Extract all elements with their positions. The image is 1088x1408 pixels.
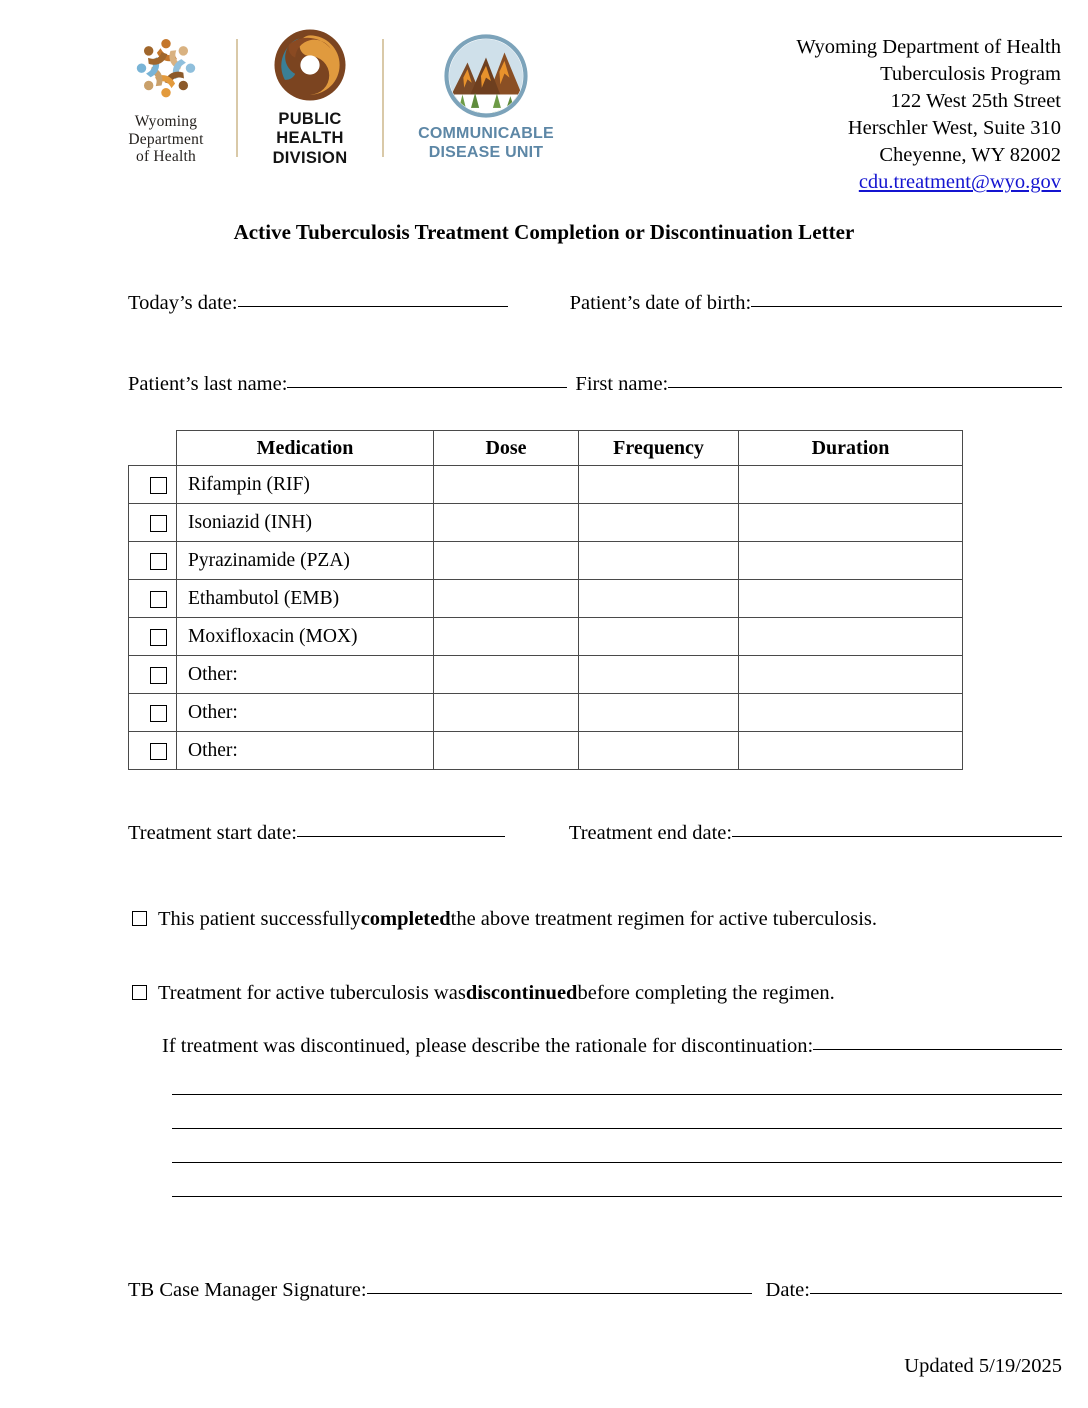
todays-date-label: Today’s date: <box>128 292 238 315</box>
row-checkbox-cell[interactable] <box>129 580 177 618</box>
medication-checkbox[interactable] <box>150 629 167 646</box>
header-corner-blank <box>129 431 177 466</box>
duration-input[interactable] <box>739 542 963 580</box>
row-checkbox-cell[interactable] <box>129 732 177 770</box>
email-link[interactable]: cdu.treatment@wyo.gov <box>858 171 1061 194</box>
duration-input[interactable] <box>739 504 963 542</box>
medication-name: Ethambutol (EMB) <box>177 580 434 618</box>
signature-label: TB Case Manager Signature: <box>128 1279 367 1302</box>
row-checkbox-cell[interactable] <box>129 618 177 656</box>
medication-name-other[interactable]: Other: <box>177 656 434 694</box>
address-organization: Wyoming Department of Health <box>796 36 1061 58</box>
medication-checkbox[interactable] <box>150 515 167 532</box>
address-program: Tuberculosis Program <box>880 63 1061 86</box>
frequency-input[interactable] <box>579 656 739 694</box>
row-names <box>128 373 1062 396</box>
statements-section <box>0 908 1088 1197</box>
rationale-prompt-row <box>162 1035 1062 1058</box>
row-dates <box>128 292 1062 315</box>
wyoming-department-of-health-wordmark <box>128 113 203 165</box>
logo-bar <box>118 22 566 168</box>
medication-table <box>128 430 963 770</box>
communicable-disease-unit-wordmark <box>418 124 554 162</box>
last-name-label: Patient’s last name: <box>128 373 288 396</box>
completed-checkbox[interactable] <box>132 911 147 926</box>
frequency-input[interactable] <box>579 542 739 580</box>
mountain-circle-icon <box>444 34 528 118</box>
address-street: 122 West 25th Street <box>890 90 1061 113</box>
table-header-row <box>129 431 963 466</box>
treatment-end-label: Treatment end date: <box>568 822 733 845</box>
dose-input[interactable] <box>434 504 579 542</box>
medication-name: Isoniazid (INH) <box>177 504 434 542</box>
table-row <box>129 694 963 732</box>
table-row <box>129 580 963 618</box>
communicable-disease-unit-logo <box>406 34 566 162</box>
logo-divider-2 <box>382 39 384 157</box>
treatment-start-label: Treatment start date: <box>128 822 297 845</box>
duration-input[interactable] <box>739 732 963 770</box>
rationale-input-line-2[interactable] <box>172 1128 1062 1129</box>
completed-text-part2: the above treatment regimen for active tuberculosis. <box>450 908 877 931</box>
form-body <box>0 292 1088 396</box>
medication-name-other[interactable]: Other: <box>177 732 434 770</box>
dose-input[interactable] <box>434 694 579 732</box>
public-health-division-wordmark <box>273 110 348 168</box>
row-checkbox-cell[interactable] <box>129 504 177 542</box>
dose-input[interactable] <box>434 618 579 656</box>
row-signature <box>128 1279 1062 1302</box>
duration-input[interactable] <box>739 618 963 656</box>
wdh-line-3: of Health <box>136 147 196 165</box>
table-row <box>129 732 963 770</box>
phd-line-2: HEALTH <box>276 129 344 148</box>
todays-date-input[interactable] <box>238 306 508 307</box>
discontinued-text-part2: before completing the regimen. <box>577 982 835 1005</box>
wdh-line-2: Department <box>128 130 204 148</box>
row-checkbox-cell[interactable] <box>129 466 177 504</box>
phd-line-3: DIVISION <box>272 148 348 167</box>
dose-input[interactable] <box>434 580 579 618</box>
cdu-line-2: DISEASE UNIT <box>428 144 544 162</box>
duration-input[interactable] <box>739 580 963 618</box>
discontinued-text-part1: Treatment for active tuberculosis was <box>158 982 466 1005</box>
completed-emphasis: completed <box>360 908 451 931</box>
wdh-line-1: Wyoming <box>134 113 198 131</box>
dob-label: Patient’s date of birth: <box>569 292 752 315</box>
column-header-frequency: Frequency <box>579 431 739 466</box>
medication-checkbox[interactable] <box>150 591 167 608</box>
dose-input[interactable] <box>434 732 579 770</box>
rationale-input-line-4[interactable] <box>172 1196 1062 1197</box>
medication-name-other[interactable]: Other: <box>177 694 434 732</box>
treatment-start-input[interactable] <box>297 836 505 837</box>
rationale-input-line-3[interactable] <box>172 1162 1062 1163</box>
medication-checkbox[interactable] <box>150 553 167 570</box>
frequency-input[interactable] <box>579 694 739 732</box>
medication-name: Rifampin (RIF) <box>177 466 434 504</box>
phd-line-1: PUBLIC <box>278 110 342 128</box>
row-checkbox-cell[interactable] <box>129 542 177 580</box>
treatment-end-input[interactable] <box>732 836 1062 837</box>
completed-text-part1: This patient successfully <box>158 908 361 931</box>
table-row <box>129 618 963 656</box>
row-checkbox-cell[interactable] <box>129 656 177 694</box>
logo-divider-1 <box>236 39 238 157</box>
dose-input[interactable] <box>434 466 579 504</box>
medication-checkbox[interactable] <box>150 705 167 722</box>
duration-input[interactable] <box>739 656 963 694</box>
medication-checkbox[interactable] <box>150 667 167 684</box>
wyoming-department-of-health-logo <box>118 31 214 165</box>
discontinued-checkbox[interactable] <box>132 985 147 1000</box>
frequency-input[interactable] <box>579 580 739 618</box>
first-name-input[interactable] <box>668 387 1062 388</box>
dob-input[interactable] <box>751 306 1062 307</box>
signature-section <box>0 1279 1088 1302</box>
row-treatment-dates <box>128 822 1062 845</box>
table-row <box>129 466 963 504</box>
column-header-medication: Medication <box>177 431 434 466</box>
dose-input[interactable] <box>434 656 579 694</box>
agency-address-block <box>796 22 1062 196</box>
last-name-input[interactable] <box>287 387 567 388</box>
table-row <box>129 542 963 580</box>
rationale-input-line-1[interactable] <box>172 1094 1062 1095</box>
treatment-dates-section <box>0 822 1088 845</box>
duration-input[interactable] <box>739 466 963 504</box>
dose-input[interactable] <box>434 542 579 580</box>
document-header <box>0 0 1088 196</box>
rationale-prompt-label: If treatment was discontinued, please describe the rationale for discontinuation: <box>162 1035 814 1058</box>
column-header-duration: Duration <box>739 431 963 466</box>
frequency-input[interactable] <box>579 466 739 504</box>
medication-name: Pyrazinamide (PZA) <box>177 542 434 580</box>
first-name-label: First name: <box>575 373 669 396</box>
page-title: Active Tuberculosis Treatment Completion or Discontinuation Letter <box>233 220 855 245</box>
address-city-state-zip: Cheyenne, WY 82002 <box>879 144 1061 167</box>
frequency-input[interactable] <box>579 732 739 770</box>
signature-input[interactable] <box>367 1293 752 1294</box>
medication-table-wrap <box>0 430 1088 770</box>
medication-checkbox[interactable] <box>150 477 167 494</box>
people-circle-icon <box>120 31 212 109</box>
discontinued-emphasis: discontinued <box>465 982 578 1005</box>
table-row <box>129 656 963 694</box>
table-row <box>129 504 963 542</box>
swirl-circle-icon <box>273 28 347 102</box>
statement-completed <box>132 908 1062 931</box>
address-suite: Herschler West, Suite 310 <box>847 117 1061 140</box>
signature-date-input[interactable] <box>810 1293 1062 1294</box>
rationale-input-line-0[interactable] <box>813 1049 1062 1050</box>
medication-checkbox[interactable] <box>150 743 167 760</box>
signature-date-label: Date: <box>765 1279 810 1302</box>
public-health-division-logo <box>260 28 360 168</box>
medication-name: Moxifloxacin (MOX) <box>177 618 434 656</box>
row-checkbox-cell[interactable] <box>129 694 177 732</box>
frequency-input[interactable] <box>579 618 739 656</box>
statement-discontinued <box>132 982 1062 1005</box>
updated-date-footer: Updated 5/19/2025 <box>904 1355 1062 1377</box>
cdu-line-1: COMMUNICABLE <box>418 125 554 143</box>
column-header-dose: Dose <box>434 431 579 466</box>
frequency-input[interactable] <box>579 504 739 542</box>
duration-input[interactable] <box>739 694 963 732</box>
